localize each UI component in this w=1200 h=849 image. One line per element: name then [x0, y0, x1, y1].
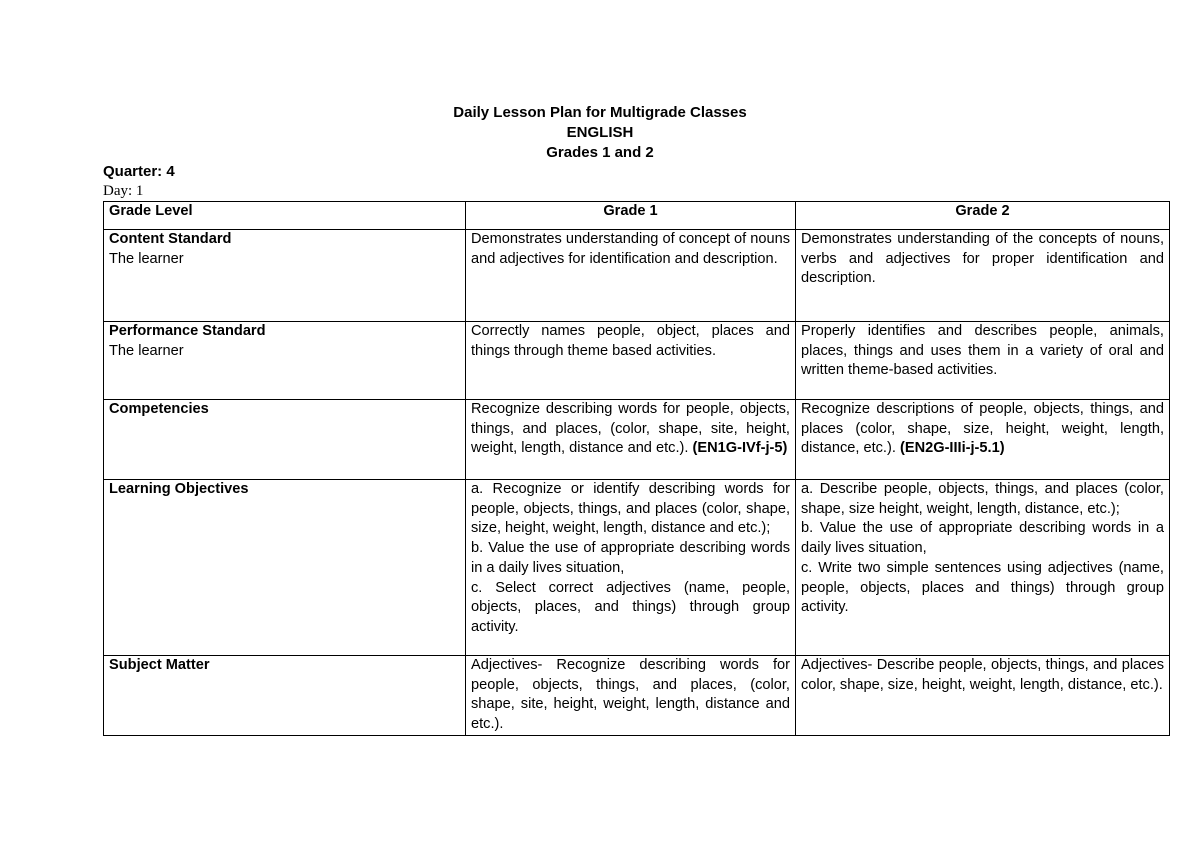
performance-standard-grade2: Properly identifies and describes people, animals, places, things and uses them in a variety of oral and written theme-based activities. [796, 322, 1170, 400]
objective-grade1-a: a. Recognize or identify describing words for people, objects, things, and places (color, shape, size, height, weight, length, distance and etc.); [471, 481, 790, 537]
learning-objectives-label-cell [104, 480, 466, 656]
content-standard-label-cell [104, 230, 466, 322]
performance-standard-label: Performance Standard [109, 323, 266, 339]
objective-grade1-c: c. Select correct adjectives (name, people, objects, places, and things) through group activity. [471, 579, 790, 635]
table-row-competencies [104, 400, 1170, 480]
content-standard-grade1: Demonstrates understanding of concept of nouns and adjectives for identification and description. [466, 230, 796, 322]
subject-matter-grade2: Adjectives- Describe people, objects, things, and places color, shape, size, height, weight, length, distance, etc.). [796, 656, 1170, 736]
competencies-grade2 [796, 400, 1170, 480]
competencies-grade1-text: Recognize describing words for people, objects, things, and places, (color, shape, site, height, weight, length, distance and etc.). [471, 401, 790, 457]
subject-matter-grade1: Adjectives- Recognize describing words for people, objects, things, and places, (color, shape, site, height, weight, length, distance and etc.). [466, 656, 796, 736]
competencies-grade1-code: (EN1G-IVf-j-5) [692, 440, 788, 457]
quarter-label: Quarter: 4 [103, 163, 175, 180]
header-grade-2: Grade 2 [796, 202, 1170, 230]
competencies-grade2-text: Recognize descriptions of people, objects, things, and places (color, shape, size, height, weight, length, distance, etc.). [801, 401, 1164, 457]
table-row-learning-objectives [104, 480, 1170, 656]
content-standard-sublabel: The learner [109, 250, 184, 267]
performance-standard-grade1: Correctly names people, object, places and things through theme based activities. [466, 322, 796, 400]
content-standard-label: Content Standard [109, 231, 232, 247]
table-row-subject-matter [104, 656, 1170, 736]
day-label: Day: 1 [103, 183, 144, 199]
learning-objectives-label: Learning Objectives [109, 481, 249, 497]
performance-standard-label-cell [104, 322, 466, 400]
lesson-plan-table [103, 201, 1170, 736]
learning-objectives-grade2 [796, 480, 1170, 656]
table-row-content-standard [104, 230, 1170, 322]
content-standard-grade2: Demonstrates understanding of the concepts of nouns, verbs and adjectives for proper identification and description. [796, 230, 1170, 322]
performance-standard-sublabel: The learner [109, 342, 184, 359]
grades-title: Grades 1 and 2 [546, 144, 654, 161]
learning-objectives-grade1 [466, 480, 796, 656]
objective-grade2-b: b. Value the use of appropriate describing words in a daily lives situation, [801, 520, 1164, 557]
document-title: Daily Lesson Plan for Multigrade Classes [453, 104, 747, 121]
subject-title: ENGLISH [566, 124, 634, 141]
table-row-performance-standard [104, 322, 1170, 400]
header-grade-level: Grade Level [104, 202, 466, 230]
objective-grade2-c: c. Write two simple sentences using adjectives (name, people, objects, places and things) through group activity. [801, 559, 1164, 616]
document-title-block [0, 103, 1200, 163]
competencies-grade2-code: (EN2G-IIIi-j-5.1) [899, 440, 1005, 457]
table-header-row [104, 202, 1170, 230]
competencies-grade1 [466, 400, 796, 480]
header-grade-1: Grade 1 [466, 202, 796, 230]
objective-grade1-b: b. Value the use of appropriate describing words in a daily lives situation, [471, 540, 790, 576]
subject-matter-label-cell [104, 656, 466, 736]
competencies-label: Competencies [109, 401, 209, 417]
objective-grade2-a: a. Describe people, objects, things, and places (color, shape, size height, weight, length, distance, etc.); [801, 481, 1164, 517]
subject-matter-label: Subject Matter [109, 657, 210, 673]
competencies-label-cell [104, 400, 466, 480]
